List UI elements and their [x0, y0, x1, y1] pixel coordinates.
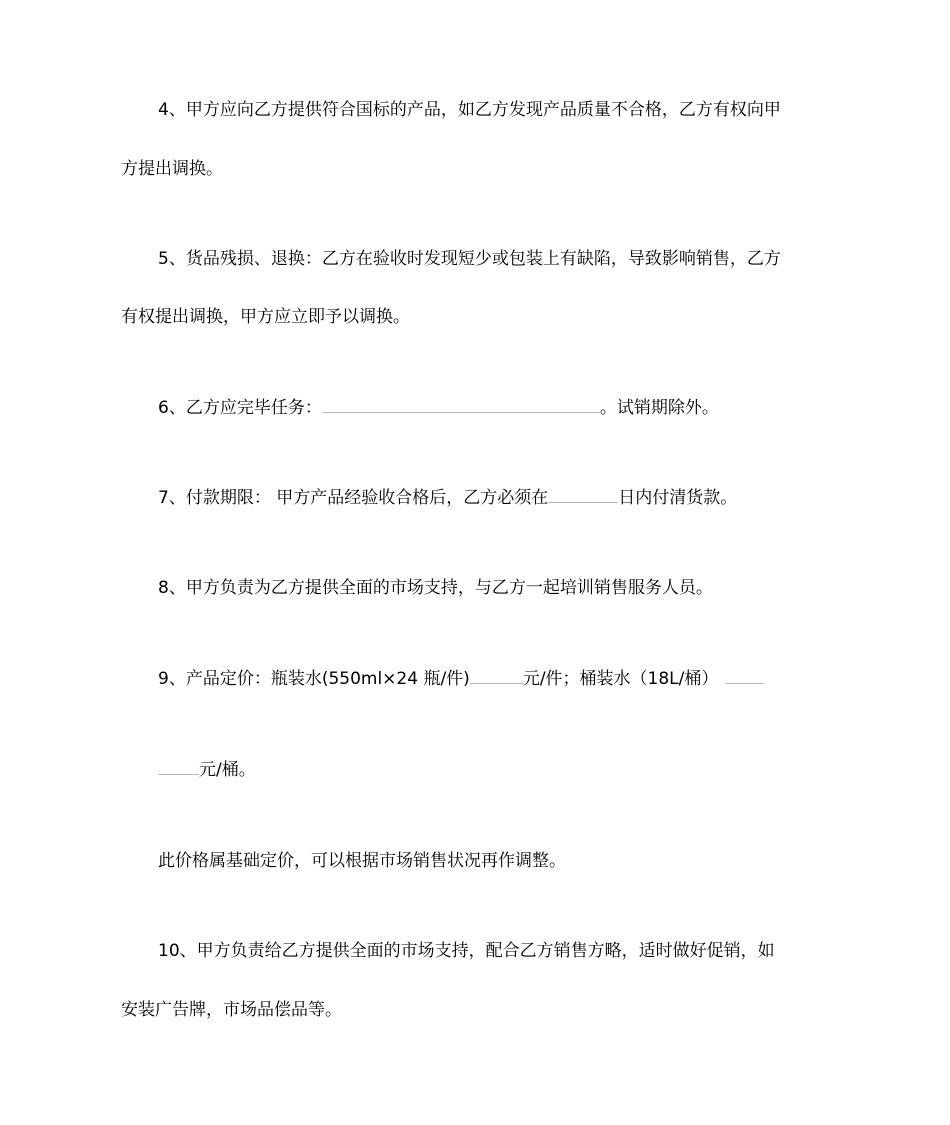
clause-7-text-before: 7、付款期限： 甲方产品经验收合格后，乙方必须在 [158, 488, 549, 508]
clause-7 [158, 486, 737, 510]
clause-9-line-2 [158, 758, 256, 782]
barrel-price-blank-part-2 [158, 758, 199, 775]
clause-4-line-1: 4、甲方应向乙方提供符合国标的产品，如乙方发现产品质量不合格，乙方有权向甲 [158, 100, 781, 120]
clause-9-part-1: 9、产品定价：瓶装水(550ml×24 瓶/件) [158, 669, 470, 689]
clause-9-part-2: 元/件；桶装水（18L/桶） [522, 669, 719, 689]
clause-9-part-3: 元/桶。 [199, 760, 256, 780]
clause-4-line-2: 方提出调换。 [121, 159, 223, 179]
clause-6 [158, 396, 719, 420]
task-blank [322, 396, 600, 413]
payment-days-blank [548, 486, 618, 503]
barrel-price-blank-part-1 [726, 667, 764, 684]
clause-5-line-1: 5、货品残损、退换：乙方在验收时发现短少或包装上有缺陷，导致影响销售，乙方 [158, 249, 781, 269]
clause-6-text-before: 6、乙方应完毕任务： [158, 398, 322, 418]
bottled-price-blank [470, 667, 523, 684]
clause-5-line-2: 有权提出调换，甲方应立即予以调换。 [121, 307, 410, 327]
clause-6-text-after: 。试销期除外。 [599, 398, 719, 418]
clause-7-text-after: 日内付清货款。 [618, 488, 738, 508]
clause-9-line-1 [158, 667, 764, 691]
clause-8: 8、甲方负责为乙方提供全面的市场支持，与乙方一起培训销售服务人员。 [158, 578, 713, 598]
clause-10-line-1: 10、甲方负责给乙方提供全面的市场支持，配合乙方销售方略，适时做好促销，如 [158, 941, 775, 961]
clause-9-note: 此价格属基础定价，可以根据市场销售状况再作调整。 [158, 851, 566, 871]
clause-10-line-2: 安装广告牌，市场品偿品等。 [121, 1000, 342, 1020]
